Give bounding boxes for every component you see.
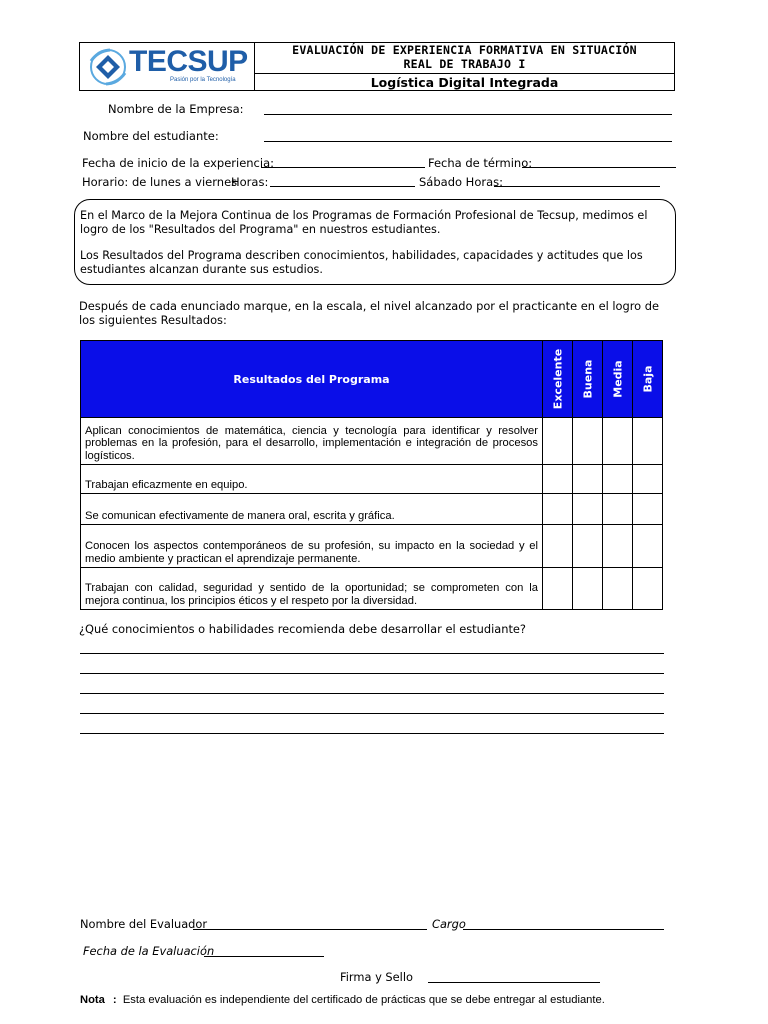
score-cell[interactable]: [573, 418, 603, 465]
student-label: Nombre del estudiante:: [83, 129, 219, 143]
info-paragraph-2: Los Resultados del Programa describen conocimientos, habilidades, capacidades y actitudes que los estudiantes alcanzan durante sus estudios.: [80, 249, 643, 276]
company-label: Nombre de la Empresa:: [108, 102, 244, 116]
saturday-hours-field[interactable]: [494, 186, 660, 187]
signature-field[interactable]: [428, 982, 600, 983]
start-date-field[interactable]: [261, 167, 425, 168]
table-row: [81, 494, 663, 525]
title-line-1: EVALUACIÓN DE EXPERIENCIA FORMATIVA EN SITUACIÓN: [292, 43, 637, 57]
results-header: Resultados del Programa: [81, 341, 543, 418]
evaluator-field[interactable]: [193, 929, 427, 930]
scale-header-low: [633, 341, 663, 418]
scale-label: Baja: [641, 365, 654, 393]
signature-stamp-label: Firma y Sello: [340, 970, 413, 984]
hours-field[interactable]: [270, 186, 415, 187]
score-cell[interactable]: [633, 418, 663, 465]
table-row: [81, 418, 663, 465]
answer-line[interactable]: [80, 733, 664, 734]
result-text: Conocen los aspectos contemporáneos de su profesión, su impacto en la sociedad y el medio ambiente y practican el aprendizaje permanente.: [81, 525, 543, 568]
saturday-hours-label: Sábado Horas:: [419, 175, 504, 189]
score-cell[interactable]: [633, 465, 663, 494]
title-line-2: REAL DE TRABAJO I: [403, 57, 526, 71]
result-text: Trabajan con calidad, seguridad y sentido de la oportunidad; se comprometen con la mejora continua, los principios éticos y el respeto por la diversidad.: [81, 568, 543, 610]
score-cell[interactable]: [603, 494, 633, 525]
score-cell[interactable]: [633, 568, 663, 610]
student-field[interactable]: [264, 141, 672, 142]
result-text: Se comunican efectivamente de manera oral, escrita y gráfica.: [81, 494, 543, 525]
score-cell[interactable]: [603, 465, 633, 494]
program-subtitle: Logística Digital Integrada: [255, 73, 674, 91]
score-cell[interactable]: [543, 418, 573, 465]
answer-line[interactable]: [80, 653, 664, 654]
evaluation-date-label: Fecha de la Evaluación: [83, 944, 215, 958]
answer-line[interactable]: [80, 673, 664, 674]
info-paragraph-1: En el Marco de la Mejora Continua de los Programas de Formación Profesional de Tecsup, medimos el logro de los "Resultados del Programa" en nuestros estudiantes.: [80, 209, 648, 236]
table-row: [81, 568, 663, 610]
evaluator-label: Nombre del Evaluador: [80, 917, 208, 931]
title-cell: [255, 43, 674, 90]
position-field[interactable]: [463, 929, 664, 930]
result-text: Aplican conocimientos de matemática, ciencia y tecnología para identificar y resolver problemas en la profesión, para el desarrollo, implementación e integración de procesos logísticos.: [81, 418, 543, 465]
recommendation-question: ¿Qué conocimientos o habilidades recomienda debe desarrollar el estudiante?: [79, 622, 526, 636]
scale-label: Media: [611, 360, 624, 398]
start-date-label: Fecha de inicio de la experiencia:: [82, 156, 275, 170]
score-cell[interactable]: [543, 568, 573, 610]
end-date-field[interactable]: [522, 167, 676, 168]
score-cell[interactable]: [633, 494, 663, 525]
score-cell[interactable]: [573, 465, 603, 494]
scale-label: Excelente: [551, 348, 564, 410]
logo-text: TECSUP: [129, 45, 248, 78]
score-cell[interactable]: [573, 525, 603, 568]
tecsup-logo-icon: [88, 47, 128, 87]
score-cell[interactable]: [543, 465, 573, 494]
results-table: [80, 340, 663, 610]
score-cell[interactable]: [633, 525, 663, 568]
hours-label: Horas:: [231, 175, 269, 189]
score-cell[interactable]: [573, 494, 603, 525]
scale-label: Buena: [581, 359, 594, 399]
end-date-label: Fecha de término:: [428, 156, 533, 170]
note-text: Esta evaluación es independiente del certificado de prácticas que se debe entregar al estudiante.: [122, 994, 605, 1006]
schedule-label: Horario: de lunes a viernes: [82, 175, 238, 189]
position-label: Cargo: [432, 917, 466, 931]
score-cell[interactable]: [603, 418, 633, 465]
table-row: [81, 525, 663, 568]
evaluation-date-field[interactable]: [204, 956, 324, 957]
scale-header-average: [603, 341, 633, 418]
info-box: [74, 199, 676, 285]
scale-header-excellent: [543, 341, 573, 418]
answer-line[interactable]: [80, 693, 664, 694]
form-header: [79, 42, 675, 91]
result-text: Trabajan eficazmente en equipo.: [81, 465, 543, 494]
logo-tagline: Pasión por la Tecnología: [170, 77, 236, 83]
scale-header-good: [573, 341, 603, 418]
score-cell[interactable]: [603, 568, 633, 610]
answer-line[interactable]: [80, 713, 664, 714]
instructions: Después de cada enunciado marque, en la escala, el nivel alcanzado por el practicante en el logro de los siguientes Resultados:: [79, 299, 659, 327]
score-cell[interactable]: [603, 525, 633, 568]
score-cell[interactable]: [573, 568, 603, 610]
table-row: [81, 465, 663, 494]
score-cell[interactable]: [543, 494, 573, 525]
note: Nota : Esta evaluación es independiente del certificado de prácticas que se debe entregar al estudiante.: [80, 994, 605, 1006]
company-field[interactable]: [264, 114, 672, 115]
note-label: Nota: [80, 994, 105, 1006]
logo-cell: [80, 43, 255, 90]
score-cell[interactable]: [543, 525, 573, 568]
table-header-row: [81, 341, 663, 418]
